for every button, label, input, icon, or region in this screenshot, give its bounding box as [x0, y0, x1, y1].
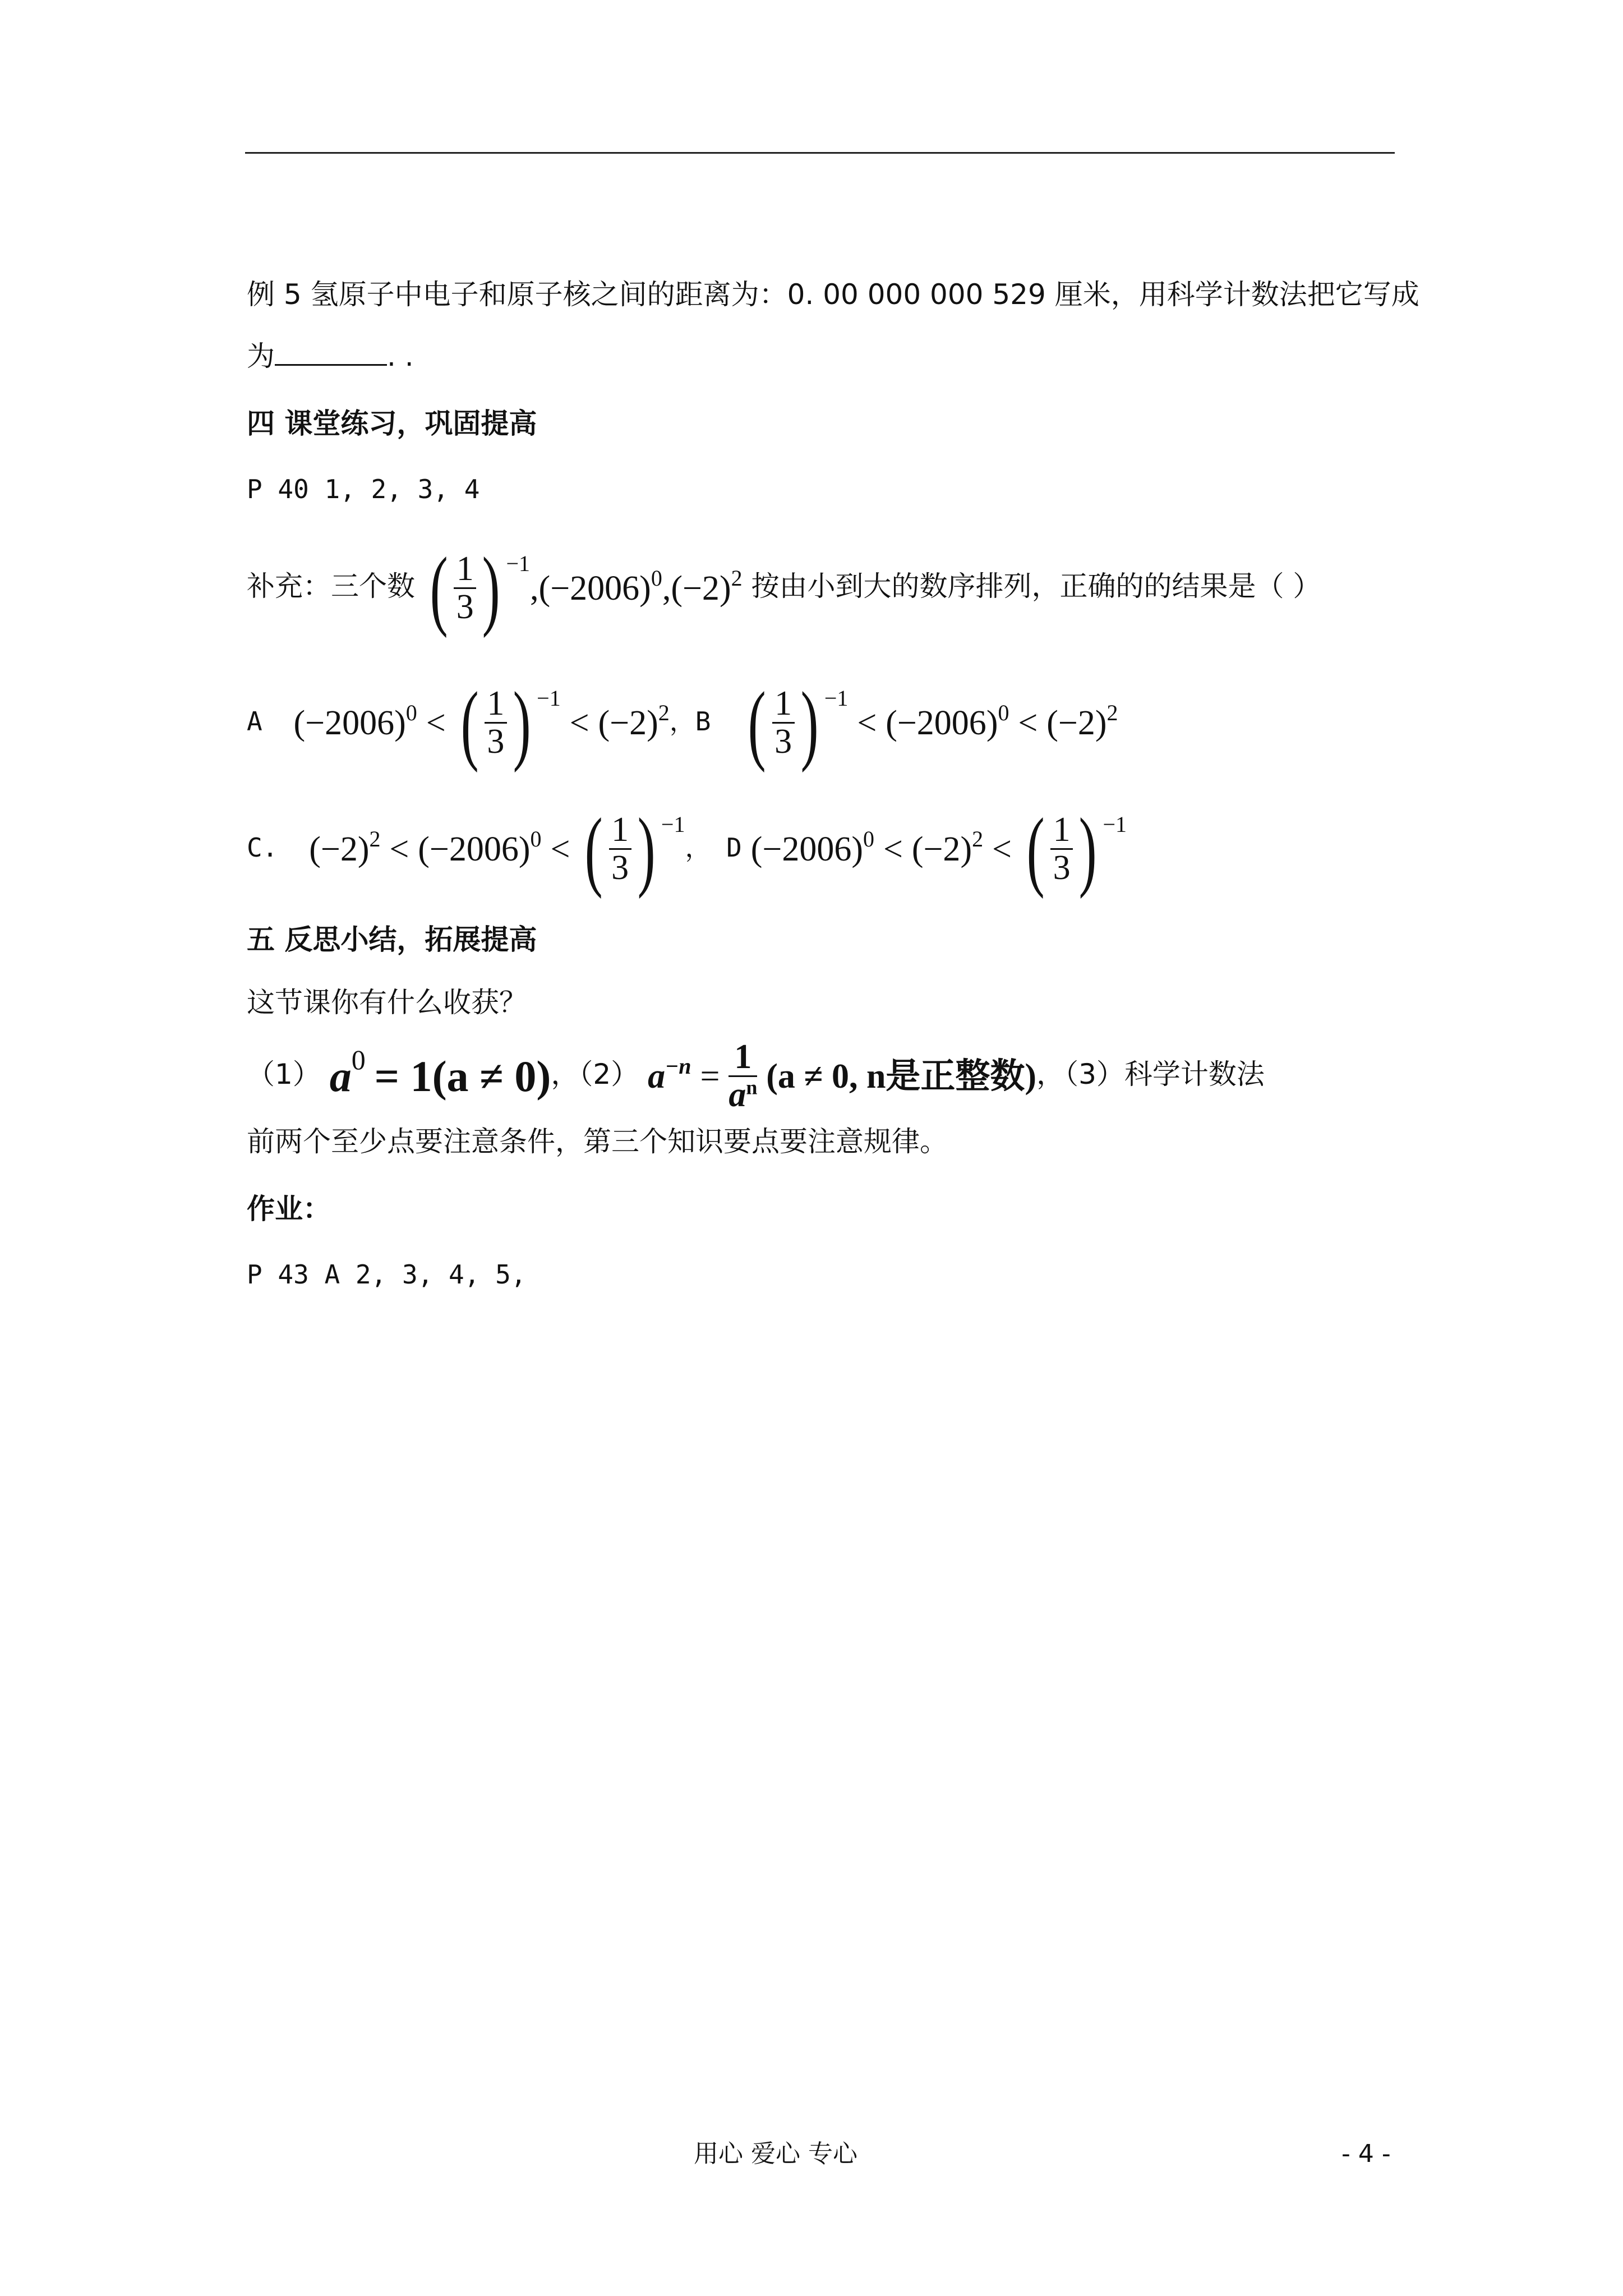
less-than: <	[389, 830, 409, 868]
left-paren: (	[430, 538, 448, 638]
exponent-2: 2	[658, 700, 670, 725]
fraction-denominator: 3	[611, 849, 629, 887]
fraction-one-third	[454, 551, 476, 625]
fraction-one-third	[772, 685, 795, 760]
footer-slogan: 用心 爱心 专心	[694, 2139, 857, 2168]
right-paren: )	[1078, 799, 1097, 899]
exponent-neg1: −1	[824, 685, 849, 711]
left-paren: (	[748, 673, 766, 773]
example5-line2	[247, 337, 414, 376]
fraction-numerator: 1	[487, 684, 505, 723]
item2-exponent: −n	[665, 1053, 691, 1079]
right-paren: )	[482, 538, 500, 638]
right-paren: )	[800, 673, 819, 773]
option-c-label: C.	[247, 832, 278, 863]
item2-label: （2）	[579, 1058, 639, 1091]
term-2006: −2006	[762, 830, 852, 868]
term-2006-group: (−2006)	[538, 569, 651, 608]
term-2006: −2006	[429, 830, 519, 868]
page-number: - 4 -	[1341, 2139, 1391, 2168]
comma: ,	[530, 569, 539, 608]
item1-exponent: 0	[351, 1044, 366, 1075]
less-than: <	[550, 830, 570, 868]
separator: ，	[1036, 1058, 1065, 1091]
option-d-label: ， D	[685, 832, 742, 863]
item2-base: a	[648, 1057, 666, 1096]
denominator-exponent: n	[746, 1076, 758, 1099]
option-b-label: ，B	[669, 706, 711, 737]
exponent-neg1: −1	[506, 551, 531, 576]
term-2006-group: (−2006)	[418, 830, 531, 868]
exponent-2: 2	[731, 565, 743, 591]
section4-ref: P 40 1, 2, 3, 4	[247, 474, 480, 504]
item1-formula: = 1(a ≠ 0)	[374, 1051, 551, 1101]
fraction-numerator: 1	[1053, 810, 1071, 849]
exponent-neg1: −1	[537, 685, 561, 711]
exponent-2: 2	[1106, 700, 1118, 725]
fraction-one-third	[1050, 812, 1073, 886]
term-2006: −2006	[305, 703, 395, 742]
fraction-denominator: 3	[1053, 849, 1071, 887]
less-than: <	[569, 703, 589, 742]
term-m2: −2	[682, 569, 720, 608]
left-paren: (	[1026, 799, 1045, 899]
homework-ref: P 43 A 2, 3, 4, 5,	[247, 1259, 527, 1290]
term-m2: −2	[1058, 703, 1095, 742]
section5-items-line	[247, 1037, 1265, 1114]
item2-fraction	[728, 1039, 757, 1114]
fraction-numerator: 1	[734, 1037, 752, 1076]
supplement-prefix: 补充：三个数	[247, 570, 415, 602]
exponent-0: 0	[405, 700, 417, 725]
homework-heading: 作业：	[247, 1193, 331, 1225]
exponent-2: 2	[369, 826, 381, 852]
item2-condition: (a ≠ 0, n是正整数)	[766, 1057, 1037, 1096]
comma: ,	[662, 569, 671, 608]
fraction-numerator: 1	[774, 684, 792, 723]
fraction-numerator: 1	[456, 549, 474, 588]
fraction-denominator: 3	[487, 723, 505, 761]
exponent-0: 0	[998, 700, 1009, 725]
supplement-suffix: 按由小到大的数序排列，正确的的结果是（ ）	[751, 570, 1321, 602]
example5-line1	[247, 275, 1419, 314]
section4-heading: 四 课堂练习，巩固提高	[247, 407, 537, 440]
example5-answer-suffix: . .	[387, 340, 414, 372]
fraction-numerator: 1	[611, 810, 629, 849]
term-m2-group: (−2)	[598, 703, 658, 742]
section5-note: 前两个至少点要注意条件，第三个知识要点要注意规律。	[247, 1125, 948, 1158]
term-m2-group: (−2)	[1046, 703, 1107, 742]
exponent-neg1: −1	[1103, 812, 1127, 837]
item1-label: （1）	[247, 1058, 321, 1091]
term-m2-group: (−2)	[911, 830, 972, 868]
exponent-0: 0	[863, 826, 875, 852]
item3-label: （3）科学计数法	[1064, 1058, 1265, 1091]
right-paren: )	[637, 799, 656, 899]
term-2006: −2006	[897, 703, 986, 742]
header-rule	[245, 152, 1395, 154]
item2-equals: =	[700, 1057, 720, 1096]
answer-blank	[275, 342, 387, 366]
exponent-neg1: −1	[661, 812, 685, 837]
less-than: <	[992, 830, 1012, 868]
exponent-0: 0	[530, 826, 542, 852]
term-2006: −2006	[550, 569, 640, 608]
section5-heading: 五 反思小结，拓展提高	[247, 923, 537, 956]
less-than: <	[883, 830, 903, 868]
example5-text: 例 5 氢原子中电子和原子核之间的距离为：0. 00 000 000 529 厘米，用科学计数法把它写成	[247, 278, 1419, 311]
options-cd-line	[247, 794, 1127, 900]
fraction-denominator: 3	[774, 723, 792, 761]
fraction-denominator: 3	[456, 588, 474, 626]
fraction-one-third	[485, 685, 507, 760]
term-m2: −2	[610, 703, 647, 742]
exponent-2: 2	[972, 826, 984, 852]
options-ab-line	[247, 668, 1118, 774]
example5-answer-prefix: 为	[247, 340, 275, 372]
less-than: <	[426, 703, 446, 742]
term-m2: −2	[320, 830, 358, 868]
term-m2-group: (−2)	[309, 830, 370, 868]
fraction-denominator	[728, 1077, 757, 1114]
term-m2: −2	[923, 830, 961, 868]
exponent-0: 0	[651, 565, 662, 591]
option-a-label: A	[247, 706, 262, 737]
less-than: <	[1018, 703, 1038, 742]
term-2006-group: (−2006)	[886, 703, 998, 742]
denominator-base: a	[728, 1076, 746, 1114]
section5-question: 这节课你有什么收获？	[247, 986, 527, 1019]
separator: ，	[551, 1058, 579, 1091]
less-than: <	[857, 703, 877, 742]
supplement-line	[247, 533, 1321, 639]
left-paren: (	[460, 673, 479, 773]
fraction-one-third	[609, 812, 631, 886]
left-paren: (	[584, 799, 603, 899]
term-2006-group: (−2006)	[750, 830, 864, 868]
item1-base: a	[329, 1051, 352, 1101]
term-m2-group: (−2)	[671, 569, 731, 608]
term-2006-group: (−2006)	[293, 703, 406, 742]
right-paren: )	[513, 673, 531, 773]
